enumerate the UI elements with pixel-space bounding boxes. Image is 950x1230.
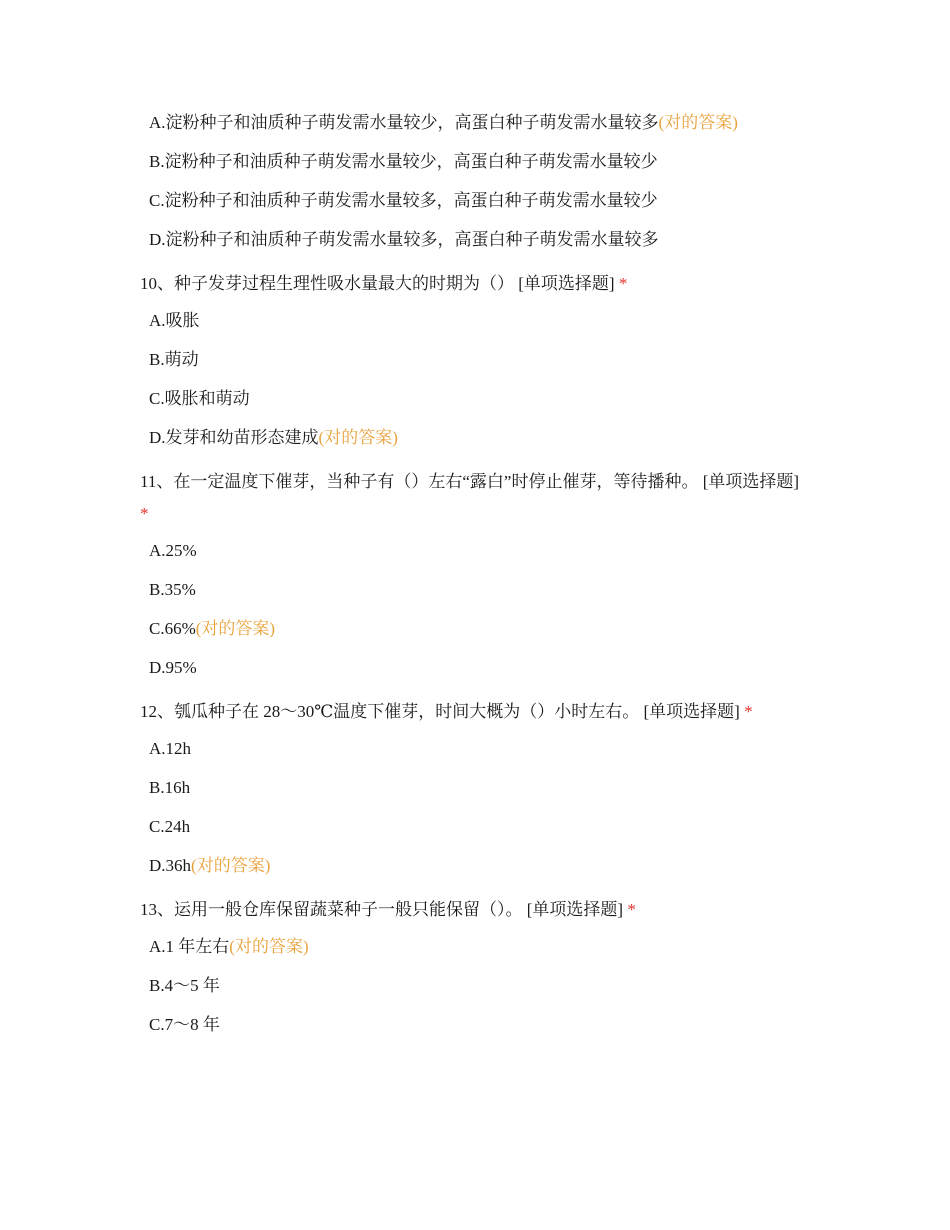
q9-option-c: C.淀粉种子和油质种子萌发需水量较多，高蛋白种子萌发需水量较少 (149, 191, 658, 210)
correct-answer-mark: (对的答案) (658, 113, 738, 132)
question-10: 10、种子发芽过程生理性吸水量最大的时期为（） [单项选择题] * (140, 274, 628, 293)
correct-answer-mark: (对的答案) (229, 937, 309, 956)
required-mark: * (618, 274, 628, 293)
q13-option-a: A.1 年左右(对的答案) (149, 937, 309, 956)
q12-option-a: A.12h (149, 739, 192, 758)
q11-option-c: C.66%(对的答案) (149, 619, 276, 638)
q10-option-c: C.吸胀和萌动 (149, 389, 250, 408)
q11-option-b: B.35% (149, 580, 196, 599)
q10-option-b: B.萌动 (149, 350, 199, 369)
required-mark: * (140, 504, 149, 523)
q11-option-d: D.95% (149, 658, 197, 677)
document-page (140, 112, 820, 1053)
correct-answer-mark: (对的答案) (195, 619, 276, 638)
q12-option-c: C.24h (149, 817, 191, 836)
q12-option-d: D.36h(对的答案) (149, 856, 271, 875)
q13-option-b: B.4～5 年 (149, 976, 220, 995)
q13-option-c: C.7～8 年 (149, 1015, 220, 1034)
correct-answer-mark: (对的答案) (318, 428, 398, 447)
q9-option-a: A.淀粉种子和油质种子萌发需水量较少，高蛋白种子萌发需水量较多(对的答案) (149, 113, 738, 132)
q9-option-d: D.淀粉种子和油质种子萌发需水量较多，高蛋白种子萌发需水量较多 (149, 230, 659, 249)
question-11: 11、在一定温度下催芽，当种子有（）左右“露白”时停止催芽，等待播种。 [单项选择题] * (140, 472, 800, 523)
q10-option-d: D.发芽和幼苗形态建成(对的答案) (149, 428, 398, 447)
q12-option-b: B.16h (149, 778, 191, 797)
question-13: 13、运用一般仓库保留蔬菜种子一般只能保留（）。 [单项选择题] * (140, 900, 636, 919)
required-mark: * (744, 702, 753, 721)
required-mark: * (627, 900, 636, 919)
correct-answer-mark: (对的答案) (191, 856, 271, 875)
q11-option-a: A.25% (149, 541, 197, 560)
q9-option-b: B.淀粉种子和油质种子萌发需水量较少，高蛋白种子萌发需水量较少 (149, 152, 658, 171)
question-12: 12、瓠瓜种子在 28～30℃温度下催芽，时间大概为（）小时左右。 [单项选择题] * (140, 702, 753, 721)
q10-option-a: A.吸胀 (149, 311, 200, 330)
